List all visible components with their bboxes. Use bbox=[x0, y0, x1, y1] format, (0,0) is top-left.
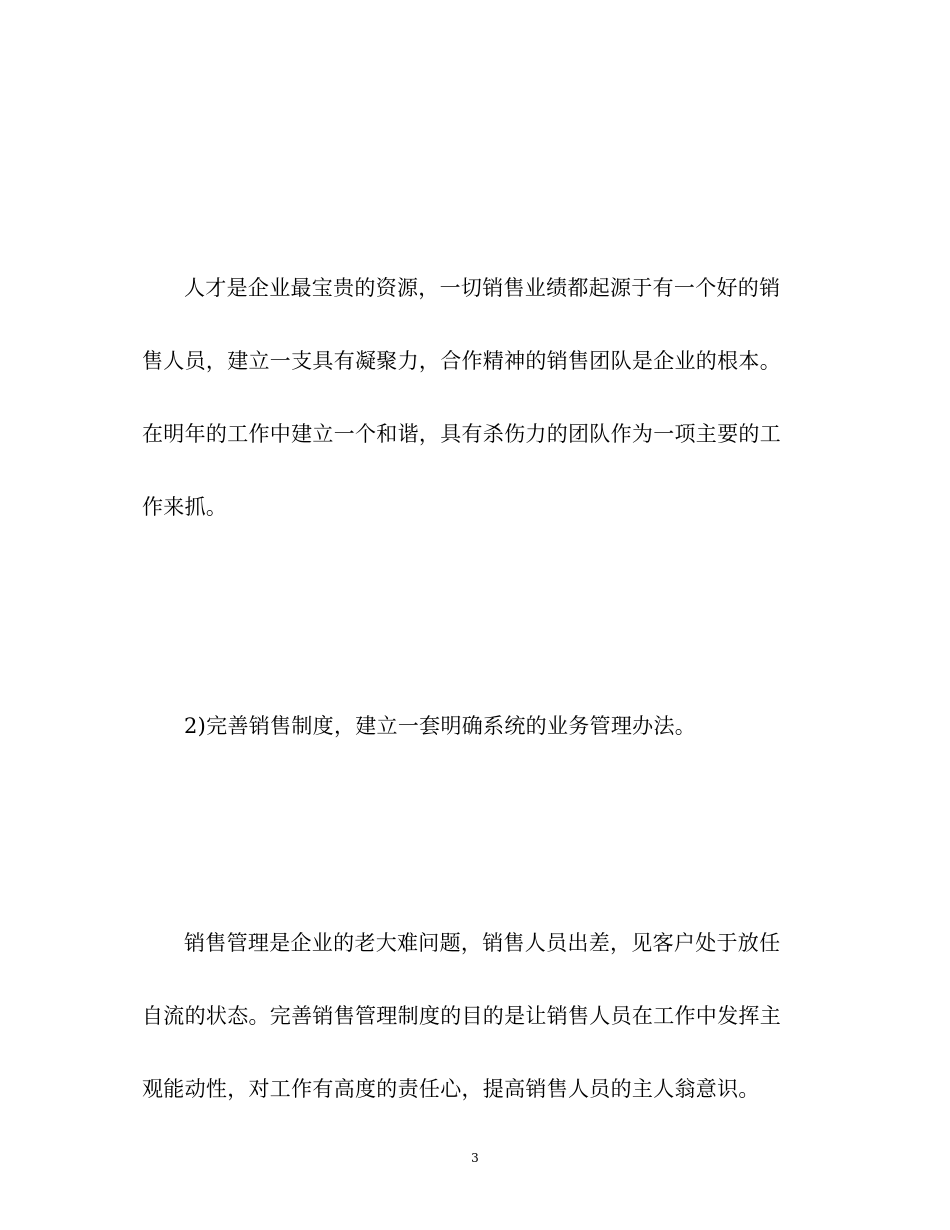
page-number: 3 bbox=[471, 1151, 479, 1165]
paragraph-line: 售人员，建立一支具有凝聚力，合作精神的销售团队是企业的根本。 bbox=[142, 349, 781, 373]
paragraph-line: 在明年的工作中建立一个和谐，具有杀伤力的团队作为一项主要的工 bbox=[142, 422, 781, 446]
paragraph-line: 作来抓。 bbox=[142, 495, 228, 519]
paragraph-line: 销售管理是企业的老大难问题，销售人员出差，见客户处于放任 bbox=[184, 931, 781, 955]
paragraph-line: 人才是企业最宝贵的资源，一切销售业绩都起源于有一个好的销 bbox=[184, 276, 781, 300]
section-heading: 2)完善销售制度，建立一套明确系统的业务管理办法。 bbox=[184, 714, 697, 738]
paragraph-line: 观能动性，对工作有高度的责任心，提高销售人员的主人翁意识。 bbox=[142, 1077, 760, 1101]
paragraph-line: 自流的状态。完善销售管理制度的目的是让销售人员在工作中发挥主 bbox=[142, 1004, 781, 1028]
